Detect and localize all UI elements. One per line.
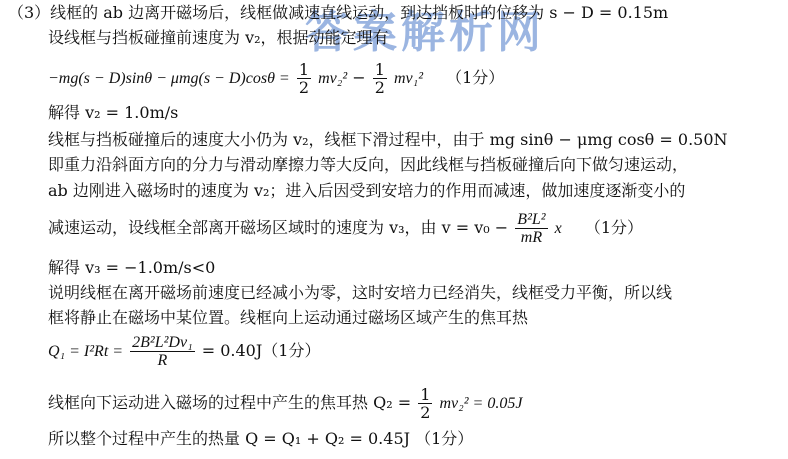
line-8-text: 减速运动，设线框全部离开磁场区域时的速度为 v₃，由 v = v₀ −	[48, 218, 509, 237]
line-11: 框将静止在磁场中某位置。线框向上运动通过磁场区域产生的焦耳热	[48, 308, 529, 327]
fraction-den: 2	[298, 78, 309, 97]
fraction-half-2	[373, 61, 387, 96]
equation-energy: −mg(s − D)sinθ − μmg(s − D)cosθ = $\frac{1}{2}$ mv₂² − $\frac{1}{2}$ mv₁² （1分）	[48, 60, 505, 97]
score-note: （1分）	[446, 68, 505, 87]
equation-energy-lhs: −mg(s − D)sinθ − μmg(s − D)cosθ =	[48, 70, 290, 87]
line-8	[48, 208, 643, 249]
fraction-den: 2	[420, 403, 431, 422]
fraction-num: 1	[298, 60, 309, 79]
fraction-q1	[130, 334, 194, 369]
line-8-x: x	[554, 220, 562, 237]
line-result-v2: 解得 v₂ = 1.0m/s	[48, 103, 179, 122]
equation-energy-term2: mv₁²	[393, 70, 423, 87]
fraction-num: B²L²	[517, 211, 546, 228]
fraction-num: 1	[374, 60, 385, 79]
equation-q1-lhs: Q₁ = I²Rt =	[48, 343, 124, 360]
line-5: 线框与挡板碰撞后的速度大小仍为 v₂，线框下滑过程中，由于 mg sinθ − μmg cosθ = 0.50N	[48, 130, 728, 149]
fraction-den: 2	[374, 78, 385, 97]
fraction-num: 1	[420, 385, 431, 404]
line-6: 即重力沿斜面方向的分力与滑动摩擦力等大反向，因此线框与挡板碰撞后向下做匀速运动，	[48, 155, 689, 174]
equation-energy-term1: mv₂²	[318, 70, 348, 87]
watermark: 答案解析网	[305, 7, 545, 58]
line-13	[48, 383, 522, 424]
line-14: 所以整个过程中产生的热量 Q = Q₁ + Q₂ = 0.45J （1分）	[48, 429, 474, 448]
fraction-b2l2-mr	[515, 211, 547, 246]
equation-q1	[48, 331, 320, 372]
line-result-v3: 解得 v₃ = −1.0m/s<0	[48, 258, 216, 277]
line-13-text: 线框向下运动进入磁场的过程中产生的焦耳热 Q₂ =	[48, 393, 412, 412]
line-1: （3）线框的 ab 边离开磁场后，线框做减速直线运动，到达挡板时的位移为 s − D = 0.15m	[8, 3, 669, 22]
line-10: 说明线框在离开磁场前速度已经减小为零，这时安培力已经消失，线框受力平衡，所以线	[48, 283, 673, 302]
equation-q1-rhs: = 0.40J（1分）	[201, 341, 321, 360]
fraction-half-3	[418, 386, 432, 421]
fraction-half-1	[297, 61, 311, 96]
line-13-result: mv₂² = 0.05J	[439, 395, 523, 412]
score-note: （1分）	[584, 218, 644, 237]
line-7: ab 边刚进入磁场时的速度为 v₂；进入后因受到安培力的作用而减速，做加速度逐渐变小的	[48, 181, 686, 200]
fraction-den: R	[157, 352, 168, 369]
fraction-den: mR	[520, 229, 543, 246]
fraction-num: 2B²L²Dv₁	[132, 334, 193, 351]
line-2: 设线框与挡板碰撞前速度为 v₂，根据动能定理有	[48, 28, 389, 47]
